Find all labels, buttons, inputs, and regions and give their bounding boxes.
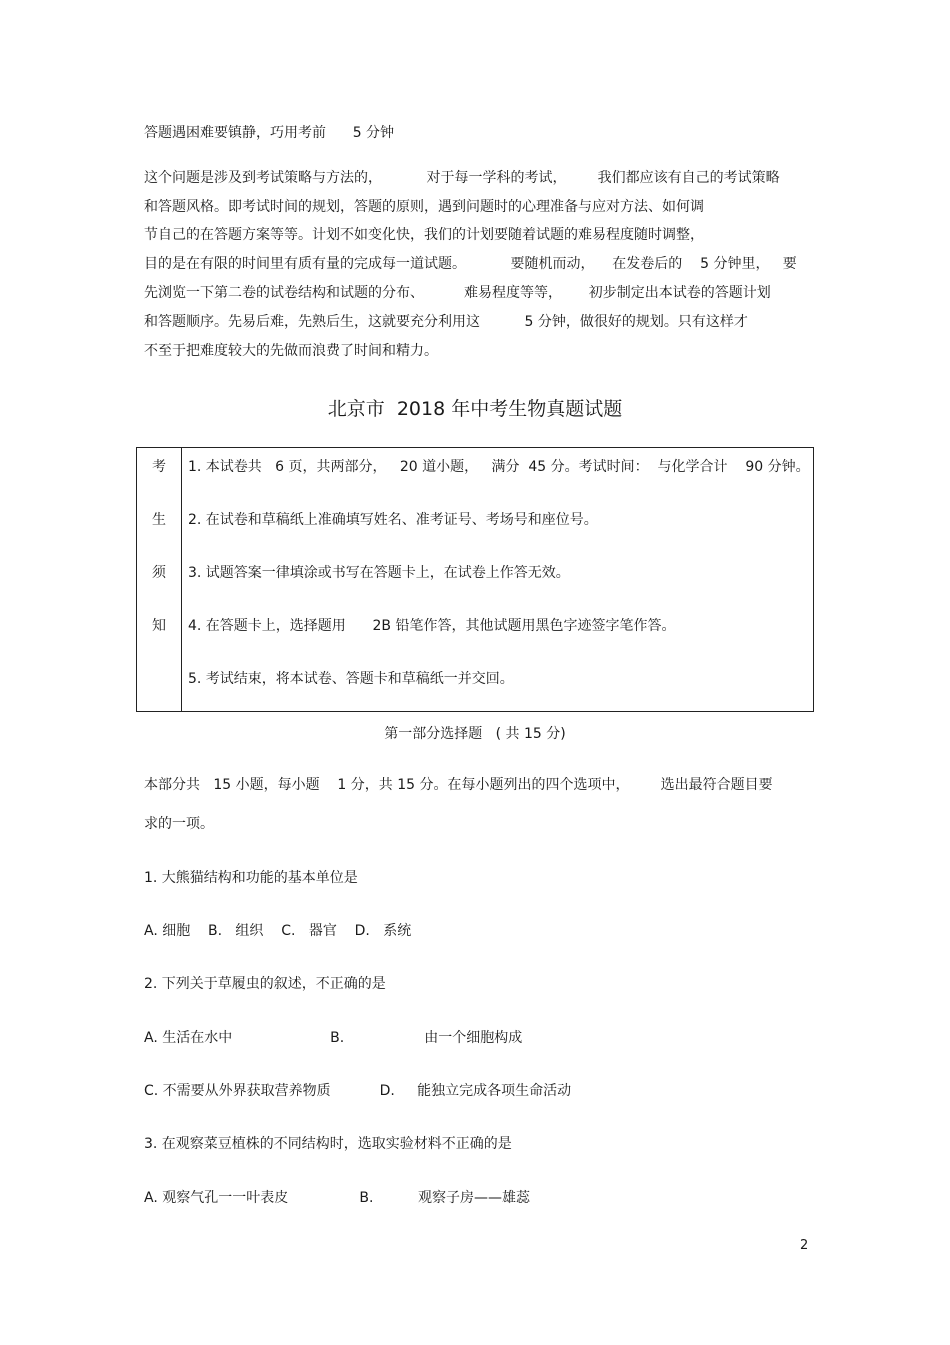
notice-label-char: 须: [152, 565, 166, 581]
intro-paragraph-line: 先浏览一下第二卷的试卷结构和试题的分布、 难易程度等等， 初步制定出本试卷的答题计划: [144, 285, 771, 301]
question-1: 1. 大熊猫结构和功能的基本单位是: [144, 870, 358, 886]
intro-paragraph-line: 这个问题是涉及到考试策略与方法的， 对于每一学科的考试， 我们都应该有自己的考试策略: [144, 170, 780, 186]
section-instructions: 求的一项。: [144, 816, 214, 832]
question-2-options: A. 生活在水中 B. 由一个细胞构成: [144, 1030, 523, 1046]
question-2-options: C. 不需要从外界获取营养物质 D. 能独立完成各项生命活动: [144, 1083, 572, 1099]
notice-label-char: 生: [152, 512, 166, 528]
intro-paragraph-line: 和答题顺序。先易后难，先熟后生，这就要充分利用这 5 分钟，做很好的规划。只有这样才: [144, 314, 748, 330]
exam-notice-table: [136, 447, 814, 712]
intro-heading: 答题遇困难要镇静，巧用考前 5 分钟: [144, 125, 395, 141]
notice-item: 3. 试题答案一律填涂或书写在答题卡上，在试卷上作答无效。: [188, 565, 570, 581]
intro-paragraph-line: 和答题风格。即考试时间的规划，答题的原则，遇到问题时的心理准备与应对方法、如何调: [144, 199, 704, 215]
intro-paragraph-line: 目的是在有限的时间里有质有量的完成每一道试题。 要随机而动， 在发卷后的 5 分钟里， 要: [144, 256, 797, 272]
table-divider: [181, 448, 182, 711]
question-3-options: A. 观察气孔一一叶表皮 B. 观察子房——雄蕊: [144, 1190, 530, 1206]
notice-label-char: 考: [152, 459, 166, 475]
notice-label-char: 知: [152, 618, 166, 634]
intro-paragraph-line: 节自己的在答题方案等等。计划不如变化快，我们的计划要随着试题的难易程度随时调整，: [144, 227, 704, 243]
question-2: 2. 下列关于草履虫的叙述，不正确的是: [144, 976, 386, 992]
section-instructions: 本部分共 15 小题，每小题 1 分，共 15 分。在每小题列出的四个选项中， 选出最符合题目要: [144, 777, 773, 793]
notice-item: 5. 考试结束，将本试卷、答题卡和草稿纸一并交回。: [188, 671, 514, 687]
page-number: 2: [800, 1238, 809, 1253]
question-3: 3. 在观察菜豆植株的不同结构时，选取实验材料不正确的是: [144, 1136, 512, 1152]
exam-title: 北京市 2018 年中考生物真题试题: [327, 398, 623, 420]
question-1-options: A. 细胞 B. 组织 C. 器官 D. 系统: [144, 923, 412, 939]
intro-paragraph-line: 不至于把难度较大的先做而浪费了时间和精力。: [144, 343, 438, 359]
notice-item: 1. 本试卷共 6 页，共两部分， 20 道小题， 满分 45 分。考试时间： 与化学合计 90 分钟。: [188, 459, 810, 475]
notice-item: 4. 在答题卡上，选择题用 2B 铅笔作答，其他试题用黑色字迹签字笔作答。: [188, 618, 676, 634]
section-title: 第一部分选择题 ( 共 15 分): [384, 726, 566, 742]
notice-item: 2. 在试卷和草稿纸上准确填写姓名、准考证号、考场号和座位号。: [188, 512, 598, 528]
